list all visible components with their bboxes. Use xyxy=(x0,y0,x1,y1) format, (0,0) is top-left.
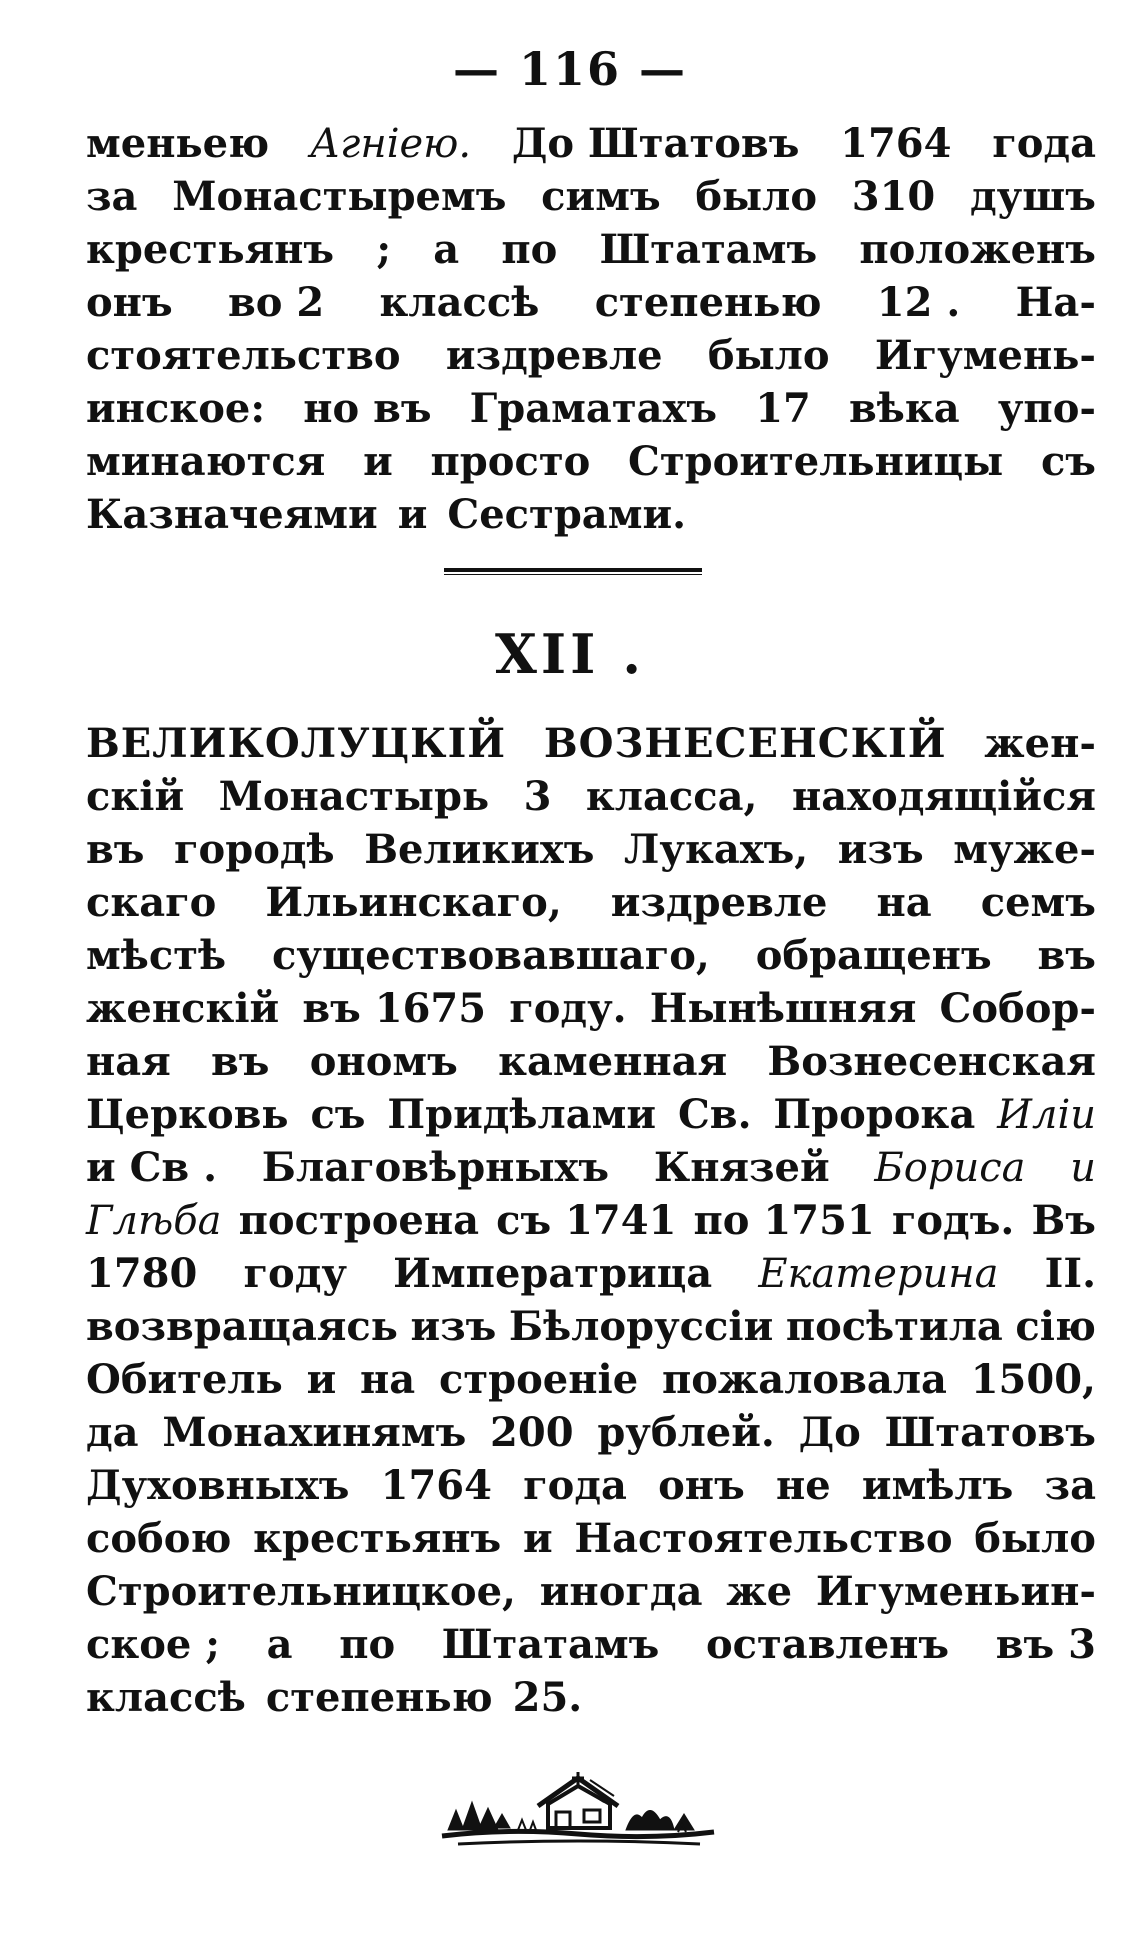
main-paragraph-line xyxy=(86,879,1096,932)
word: года xyxy=(992,120,1096,167)
main-paragraph-line xyxy=(86,1250,1096,1303)
word: просто xyxy=(430,438,591,485)
word: Глѣба xyxy=(86,1198,222,1244)
word: обращенъ xyxy=(755,932,992,979)
word: Штатамъ xyxy=(599,226,818,273)
word: ная xyxy=(86,1038,171,1085)
page-number: — 116 — xyxy=(452,42,688,96)
word: во 2 xyxy=(227,279,325,326)
word: а xyxy=(266,1621,293,1668)
word: и xyxy=(1070,1145,1096,1191)
word: крестьянъ xyxy=(253,1515,502,1562)
word: да xyxy=(86,1409,139,1456)
word: Илiи xyxy=(997,1092,1096,1138)
word: Монастыремъ xyxy=(172,173,507,220)
woodcut-landscape-vignette-icon xyxy=(438,1758,718,1848)
word: классѣ xyxy=(86,1674,246,1721)
word: не xyxy=(775,1462,831,1509)
word: классѣ xyxy=(379,279,540,326)
word: До Штатовъ xyxy=(511,120,800,167)
word: симъ xyxy=(541,173,661,220)
word: Ильинскаго, xyxy=(265,879,562,926)
main-paragraph-line xyxy=(86,1303,1096,1356)
word: на xyxy=(360,1356,416,1403)
main-paragraph-line xyxy=(86,1674,1096,1727)
word: года xyxy=(523,1462,627,1509)
word: по xyxy=(501,226,558,273)
word: скiй xyxy=(86,773,185,820)
word: Игумень- xyxy=(874,332,1096,379)
word: и xyxy=(522,1515,553,1562)
word: класса, xyxy=(585,773,758,820)
word: изъ xyxy=(410,1303,497,1350)
word: 12 . xyxy=(876,279,961,326)
word: годъ. xyxy=(891,1197,1015,1244)
word: Монахинямъ xyxy=(162,1409,467,1456)
word: въ xyxy=(1037,932,1096,979)
word: душъ xyxy=(970,173,1096,220)
main-paragraph-line xyxy=(86,826,1096,879)
word: а xyxy=(433,226,460,273)
word: онъ xyxy=(86,279,173,326)
word: скаго xyxy=(86,879,217,926)
word: До xyxy=(798,1409,861,1456)
word: и xyxy=(363,438,393,485)
word: Императрица xyxy=(393,1250,713,1297)
word: сiю xyxy=(1015,1303,1096,1350)
main-paragraph xyxy=(86,720,1096,1727)
word: 200 xyxy=(490,1409,574,1456)
word: степенью xyxy=(265,1674,493,1721)
word: собою xyxy=(86,1515,232,1562)
word: существовавшаго, xyxy=(272,932,710,979)
main-paragraph-line xyxy=(86,985,1096,1038)
top-paragraph-line xyxy=(86,173,1096,226)
word: издревле xyxy=(610,879,828,926)
word: Бориса xyxy=(874,1145,1026,1191)
word: было xyxy=(695,173,818,220)
word: Игуменьин- xyxy=(815,1568,1096,1615)
main-paragraph-line xyxy=(86,1515,1096,1568)
word: съ xyxy=(310,1091,366,1138)
top-paragraph-line xyxy=(86,120,1096,173)
word: На- xyxy=(1015,279,1096,326)
word: Нынѣшняя xyxy=(649,985,917,1032)
main-paragraph-line xyxy=(86,1462,1096,1515)
word: посѣтила xyxy=(785,1303,1003,1350)
main-paragraph-line xyxy=(86,932,1096,985)
top-paragraph-line xyxy=(86,279,1096,332)
word: женскiй xyxy=(86,985,280,1032)
main-paragraph-line xyxy=(86,1568,1096,1621)
word: упо- xyxy=(997,385,1096,432)
top-paragraph-line xyxy=(86,438,1096,491)
word: въ xyxy=(86,826,145,873)
word: Св. xyxy=(677,1091,752,1138)
word: Строительницы xyxy=(628,438,1004,485)
top-paragraph-line xyxy=(86,491,1096,544)
main-paragraph-line xyxy=(86,720,1096,773)
word: въ 3 xyxy=(995,1621,1096,1668)
word: Строительницкое, xyxy=(86,1568,516,1615)
word: Бѣлоруссiи xyxy=(508,1303,774,1350)
word: Духовныхъ xyxy=(86,1462,350,1509)
word: по 1751 xyxy=(693,1197,875,1244)
word: пожаловала xyxy=(661,1356,947,1403)
word: меньею xyxy=(86,120,270,167)
word: году. xyxy=(509,985,627,1032)
top-paragraph-line xyxy=(86,226,1096,279)
word: ономъ xyxy=(309,1038,458,1085)
word: минаются xyxy=(86,438,326,485)
word: Собор- xyxy=(939,985,1096,1032)
word: 25. xyxy=(512,1674,583,1721)
main-paragraph-line xyxy=(86,1197,1096,1250)
word: было xyxy=(974,1515,1096,1562)
word: находящiйся xyxy=(791,773,1096,820)
word: изъ xyxy=(837,826,924,873)
word: ское ; xyxy=(86,1621,221,1668)
word: въ xyxy=(211,1038,270,1085)
word: крестьянъ xyxy=(86,226,335,273)
top-paragraph xyxy=(86,120,1096,544)
word: 17 xyxy=(755,385,811,432)
word: семъ xyxy=(980,879,1096,926)
word: Казначеями xyxy=(86,491,378,538)
word: Штатовъ xyxy=(884,1409,1096,1456)
word: Церковь xyxy=(86,1091,289,1138)
top-paragraph-line xyxy=(86,385,1096,438)
main-paragraph-line xyxy=(86,1038,1096,1091)
top-paragraph-line xyxy=(86,332,1096,385)
word: 1764 xyxy=(380,1462,492,1509)
word: построена xyxy=(238,1197,480,1244)
word: инское: xyxy=(86,385,266,432)
word: было xyxy=(707,332,830,379)
word: Монастырь xyxy=(218,773,490,820)
word: Обитель xyxy=(86,1356,283,1403)
word: по xyxy=(339,1621,396,1668)
word: 1764 xyxy=(840,120,952,167)
word: имѣлъ xyxy=(861,1462,1014,1509)
word: каменная xyxy=(498,1038,728,1085)
word: Великихъ xyxy=(364,826,595,873)
word: степенью xyxy=(594,279,822,326)
main-paragraph-line xyxy=(86,1409,1096,1462)
word: Сестрами. xyxy=(447,491,687,538)
word: за xyxy=(1044,1462,1096,1509)
word: году xyxy=(243,1250,347,1297)
word: иногда xyxy=(539,1568,703,1615)
word: же xyxy=(726,1568,793,1615)
main-paragraph-line xyxy=(86,773,1096,826)
section-divider-rule xyxy=(444,568,702,575)
word: рублей. xyxy=(597,1409,775,1456)
word: положенъ xyxy=(859,226,1096,273)
main-paragraph-line xyxy=(86,1144,1096,1197)
word: оставленъ xyxy=(705,1621,950,1668)
word: стоятельство xyxy=(86,332,401,379)
word: муже- xyxy=(953,826,1096,873)
word: ВОЗНЕСЕНСКIЙ xyxy=(543,720,947,767)
word: 1500, xyxy=(970,1356,1096,1403)
word: 310 xyxy=(851,173,936,220)
word: Граматахъ xyxy=(469,385,718,432)
word: мѣстѣ xyxy=(86,932,227,979)
word: Штатамъ xyxy=(441,1621,660,1668)
word: строенiе xyxy=(439,1356,639,1403)
word: издревле xyxy=(445,332,663,379)
word: 3 xyxy=(523,773,552,820)
word: онъ xyxy=(658,1462,745,1509)
word: и Св . xyxy=(86,1144,218,1191)
word: но въ xyxy=(303,385,432,432)
word: въ 1675 xyxy=(302,985,487,1032)
word: возвращаясь xyxy=(86,1303,398,1350)
word: Настоятельство xyxy=(574,1515,953,1562)
section-heading: XII . xyxy=(494,622,646,686)
word: и xyxy=(306,1356,337,1403)
word: Вознесенская xyxy=(767,1038,1096,1085)
word: Пророка xyxy=(773,1091,976,1138)
word: Въ xyxy=(1031,1197,1096,1244)
word: и xyxy=(397,491,428,538)
word: вѣка xyxy=(848,385,960,432)
word: II. xyxy=(1044,1250,1096,1297)
word: ; xyxy=(376,226,392,273)
word: Агнiею. xyxy=(309,121,472,167)
word: ВЕЛИКОЛУЦКIЙ xyxy=(86,720,507,767)
word: жен- xyxy=(984,720,1096,767)
main-paragraph-line xyxy=(86,1091,1096,1144)
word: Лукахъ, xyxy=(623,826,809,873)
word: Придѣлами xyxy=(387,1091,657,1138)
word: съ xyxy=(1040,438,1096,485)
word: на xyxy=(876,879,932,926)
word: Князей xyxy=(653,1144,830,1191)
word: городѣ xyxy=(174,826,335,873)
main-paragraph-line xyxy=(86,1356,1096,1409)
word: Благовѣрныхъ xyxy=(261,1144,610,1191)
word: за xyxy=(86,173,138,220)
word: съ 1741 xyxy=(496,1197,677,1244)
word: 1780 xyxy=(86,1250,198,1297)
word: Екатерина xyxy=(758,1251,999,1297)
main-paragraph-line xyxy=(86,1621,1096,1674)
